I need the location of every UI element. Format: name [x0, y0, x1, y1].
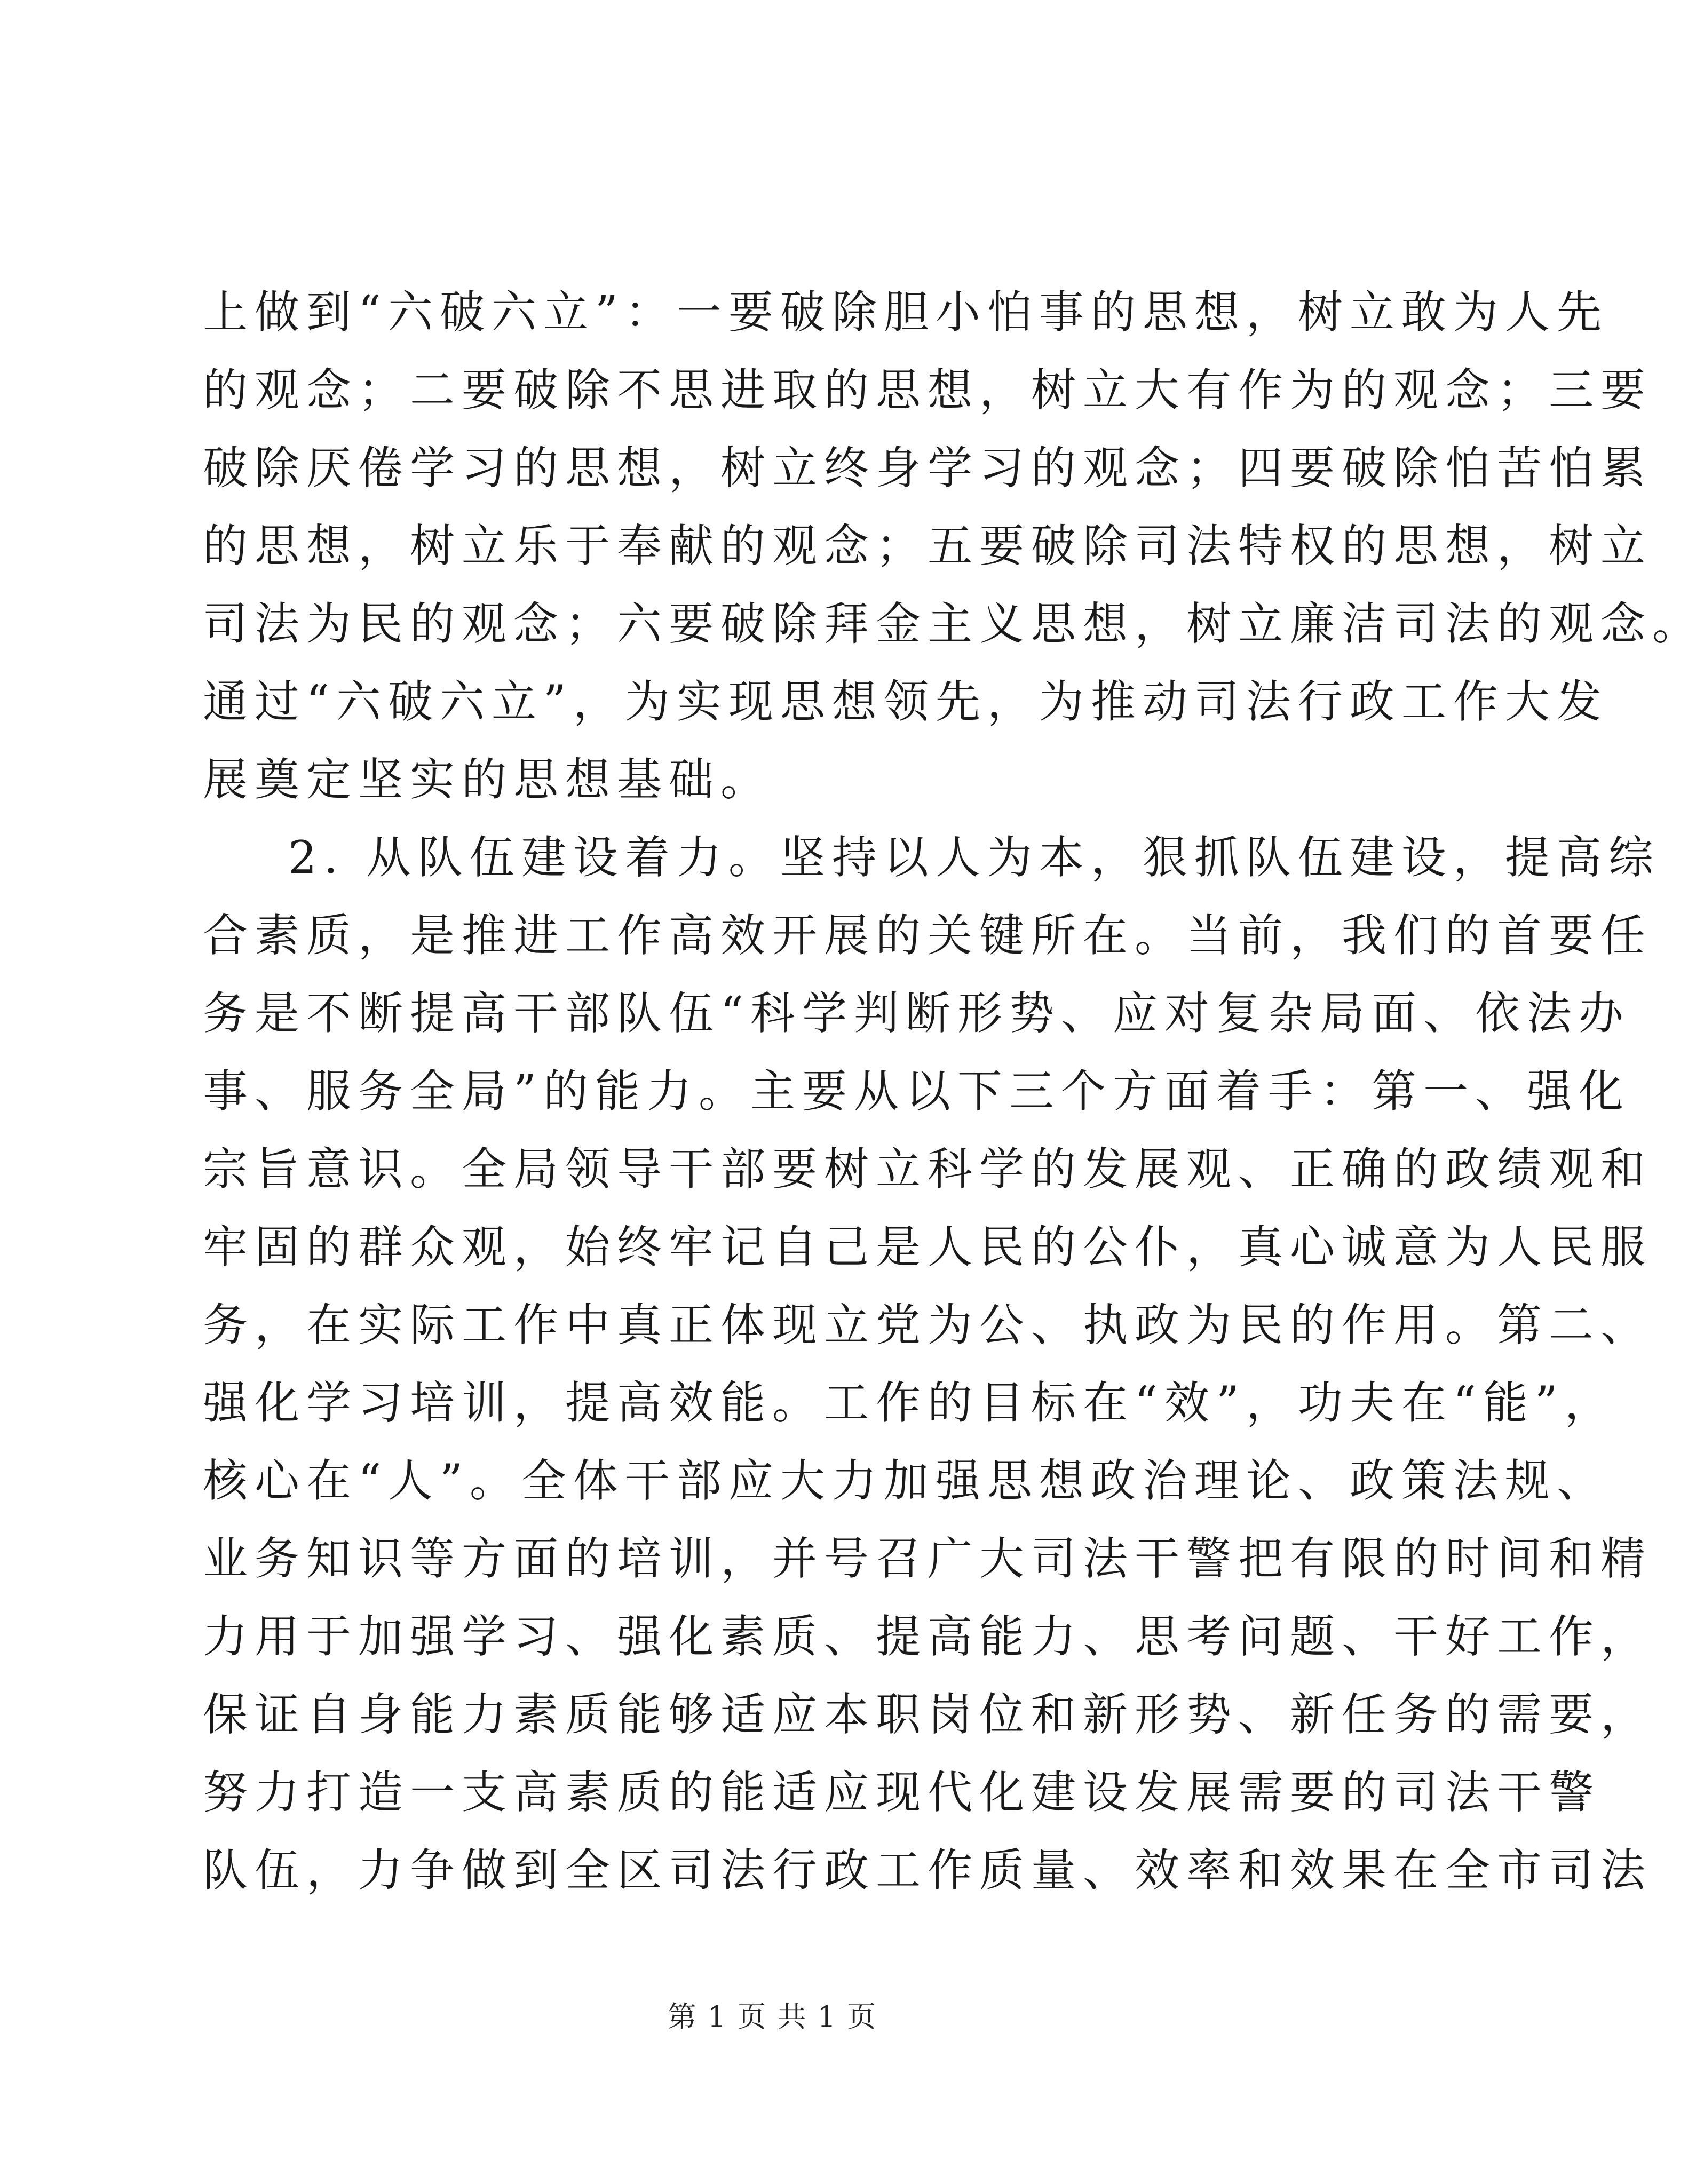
text-line-3: 破除厌倦学习的思想，树立终身学习的观念；四要破除怕苦怕累 — [203, 442, 1653, 494]
text-line-17: 业务知识等方面的培训，并号召广大司法干警把有限的时间和精 — [203, 1532, 1653, 1585]
text-line-2: 的观念；二要破除不思进取的思想，树立大有作为的观念；三要 — [203, 364, 1653, 416]
text-line-9: 合素质，是推进工作高效开展的关键所在。当前，我们的首要任 — [203, 909, 1653, 962]
text-line-21: 队伍，力争做到全区司法行政工作质量、效率和效果在全市司法 — [203, 1844, 1653, 1896]
text-line-15: 强化学习培训，提高效能。工作的目标在“效”，功夫在“能”， — [203, 1377, 1616, 1429]
text-line-1: 上做到“六破六立”：一要破除胆小怕事的思想，树立敢为人先 — [203, 286, 1608, 338]
text-line-11: 事、服务全局”的能力。主要从以下三个方面着手：第一、强化 — [203, 1065, 1630, 1117]
text-line-20: 努力打造一支高素质的能适应现代化建设发展需要的司法干警 — [203, 1766, 1601, 1818]
text-line-18: 力用于加强学习、强化素质、提高能力、思考问题、干好工作， — [203, 1610, 1653, 1663]
paragraph-2-first-line: 2. 从队伍建设着力。坚持以人为本，狠抓队伍建设，提高综 — [288, 831, 1660, 884]
text-line-14: 务，在实际工作中真正体现立党为公、执政为民的作用。第二、 — [203, 1299, 1653, 1351]
text-line-6: 通过“六破六立”，为实现思想领先，为推动司法行政工作大发 — [203, 676, 1608, 728]
page-number-footer: 第 1 页 共 1 页 — [667, 2000, 877, 2034]
text-line-19: 保证自身能力素质能够适应本职岗位和新形势、新任务的需要， — [203, 1688, 1653, 1741]
text-line-16: 核心在“人”。全体干部应大力加强思想政治理论、政策法规、 — [203, 1455, 1608, 1507]
text-line-10: 务是不断提高干部队伍“科学判断形势、应对复杂局面、依法办 — [203, 987, 1630, 1039]
text-line-13: 牢固的群众观，始终牢记自己是人民的公仆，真心诚意为人民服 — [203, 1221, 1653, 1273]
text-line-4: 的思想，树立乐于奉献的观念；五要破除司法特权的思想，树立 — [203, 520, 1653, 572]
text-line-5: 司法为民的观念；六要破除拜金主义思想，树立廉洁司法的观念。 — [203, 598, 1704, 650]
text-line-12: 宗旨意识。全局领导干部要树立科学的发展观、正确的政绩观和 — [203, 1143, 1653, 1195]
text-line-7: 展奠定坚实的思想基础。 — [203, 753, 773, 806]
